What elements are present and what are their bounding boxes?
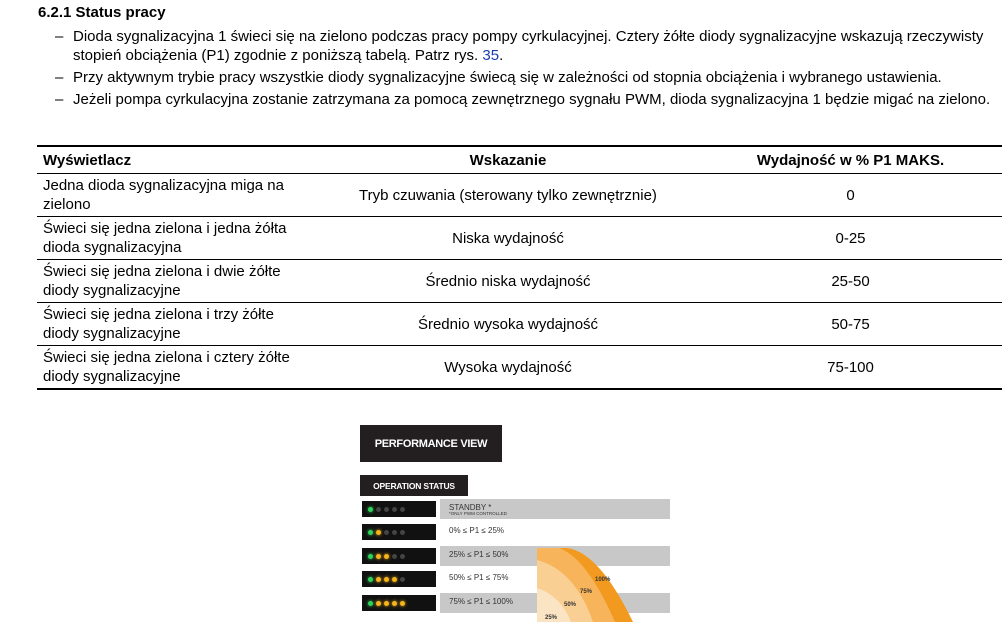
operation-status-row	[360, 522, 670, 542]
column-header-performance: Wydajność w % P1 MAKS.	[699, 146, 1002, 174]
led-green-icon	[368, 507, 373, 512]
table-row	[37, 303, 1002, 346]
curve-label-50: 50%	[564, 602, 577, 608]
curve-label-100: 100%	[595, 577, 611, 583]
section-heading: 6.2.1 Status pracy	[38, 4, 166, 21]
bullet-item	[55, 90, 1005, 109]
led-indicator-panel	[362, 548, 436, 564]
status-label-text: 50% ≤ P1 ≤ 75%	[449, 573, 509, 582]
led-off-icon	[384, 507, 389, 512]
curve-label-25: 25%	[545, 615, 558, 621]
operation-status-badge: OPERATION STATUS	[360, 475, 468, 496]
bullet-text: Dioda sygnalizacyjna 1 świeci się na zielono podczas pracy pompy cyrkulacyjnej. Cztery żółte diody sygnalizacyjne wskazują rzeczywisty stopień obciążenia (P1) zgodnie z poniższą tabelą. Patrz rys.	[73, 28, 984, 64]
bullet-item	[55, 68, 1005, 87]
led-yellow-icon	[384, 601, 389, 606]
led-off-icon	[392, 554, 397, 559]
status-label-note: *ONLY PWM CONTROLLED	[449, 511, 507, 516]
cell-performance: 75-100	[699, 346, 1002, 390]
cell-performance: 25-50	[699, 260, 1002, 303]
status-row-label	[449, 573, 508, 582]
column-header-indication: Wskazanie	[317, 146, 699, 174]
cell-indication: Wysoka wydajność	[317, 346, 699, 390]
led-off-icon	[392, 530, 397, 535]
table-row	[37, 174, 1002, 217]
led-yellow-icon	[376, 577, 381, 582]
status-label-text: STANDBY *	[449, 503, 492, 512]
led-indicator-panel	[362, 524, 436, 540]
cell-display: Świeci się jedna zielona i dwie żółte diody sygnalizacyjne	[37, 260, 317, 303]
bullet-dash: –	[55, 28, 64, 45]
status-row-label	[449, 597, 513, 606]
status-label-text: 0% ≤ P1 ≤ 25%	[449, 526, 505, 535]
cell-indication: Tryb czuwania (sterowany tylko zewnętrznie)	[317, 174, 699, 217]
cell-display: Świeci się jedna zielona i trzy żółte diody sygnalizacyjne	[37, 303, 317, 346]
bullet-dash: –	[55, 69, 64, 86]
led-green-icon	[368, 554, 373, 559]
led-green-icon	[368, 601, 373, 606]
bullet-list	[55, 27, 1005, 112]
led-yellow-icon	[400, 601, 405, 606]
status-row-label	[449, 526, 504, 535]
led-off-icon	[400, 554, 405, 559]
led-green-icon	[368, 577, 373, 582]
performance-view-badge: PERFORMANCE VIEW	[360, 425, 502, 462]
status-label-text: 25% ≤ P1 ≤ 50%	[449, 550, 509, 559]
bullet-dash: –	[55, 91, 64, 108]
table-row	[37, 217, 1002, 260]
cell-performance: 0-25	[699, 217, 1002, 260]
led-yellow-icon	[392, 577, 397, 582]
led-indicator-panel	[362, 595, 436, 611]
performance-curve-graphic	[537, 548, 633, 622]
bullet-text: Przy aktywnym trybie pracy wszystkie diody sygnalizacyjne świecą się w zależności od stopnia obciążenia i wybranego ustawienia.	[73, 69, 942, 86]
table-header-row	[37, 146, 1002, 174]
led-yellow-icon	[376, 601, 381, 606]
cell-indication: Niska wydajność	[317, 217, 699, 260]
led-yellow-icon	[384, 577, 389, 582]
curve-label-75: 75%	[580, 589, 593, 595]
status-row-label	[449, 503, 507, 516]
bullet-item	[55, 27, 1005, 65]
cell-display: Świeci się jedna zielona i cztery żółte diody sygnalizacyjne	[37, 346, 317, 390]
cell-performance: 0	[699, 174, 1002, 217]
led-indicator-panel	[362, 571, 436, 587]
led-yellow-icon	[384, 554, 389, 559]
operation-status-row	[360, 499, 670, 519]
cell-performance: 50-75	[699, 303, 1002, 346]
status-table	[37, 145, 1002, 390]
led-off-icon	[400, 577, 405, 582]
led-off-icon	[384, 530, 389, 535]
column-header-display: Wyświetlacz	[37, 146, 317, 174]
cell-indication: Średnio niska wydajność	[317, 260, 699, 303]
figure-reference-link[interactable]: 35	[482, 47, 500, 64]
led-green-icon	[368, 530, 373, 535]
cell-indication: Średnio wysoka wydajność	[317, 303, 699, 346]
led-off-icon	[400, 507, 405, 512]
led-off-icon	[392, 507, 397, 512]
status-label-text: 75% ≤ P1 ≤ 100%	[449, 597, 513, 606]
table-row	[37, 260, 1002, 303]
bullet-text: Jeżeli pompa cyrkulacyjna zostanie zatrzymana za pomocą zewnętrznego sygnału PWM, dioda sygnalizacyjna 1 będzie migać na zielono.	[73, 91, 991, 108]
led-yellow-icon	[376, 530, 381, 535]
led-off-icon	[400, 530, 405, 535]
led-yellow-icon	[392, 601, 397, 606]
cell-display: Świeci się jedna zielona i jedna żółta dioda sygnalizacyjna	[37, 217, 317, 260]
status-row-label	[449, 550, 508, 559]
bullet-tail: .	[499, 47, 504, 64]
table-row	[37, 346, 1002, 390]
led-yellow-icon	[376, 554, 381, 559]
cell-display: Jedna dioda sygnalizacyjna miga na zielono	[37, 174, 317, 217]
led-indicator-panel	[362, 501, 436, 517]
led-off-icon	[376, 507, 381, 512]
